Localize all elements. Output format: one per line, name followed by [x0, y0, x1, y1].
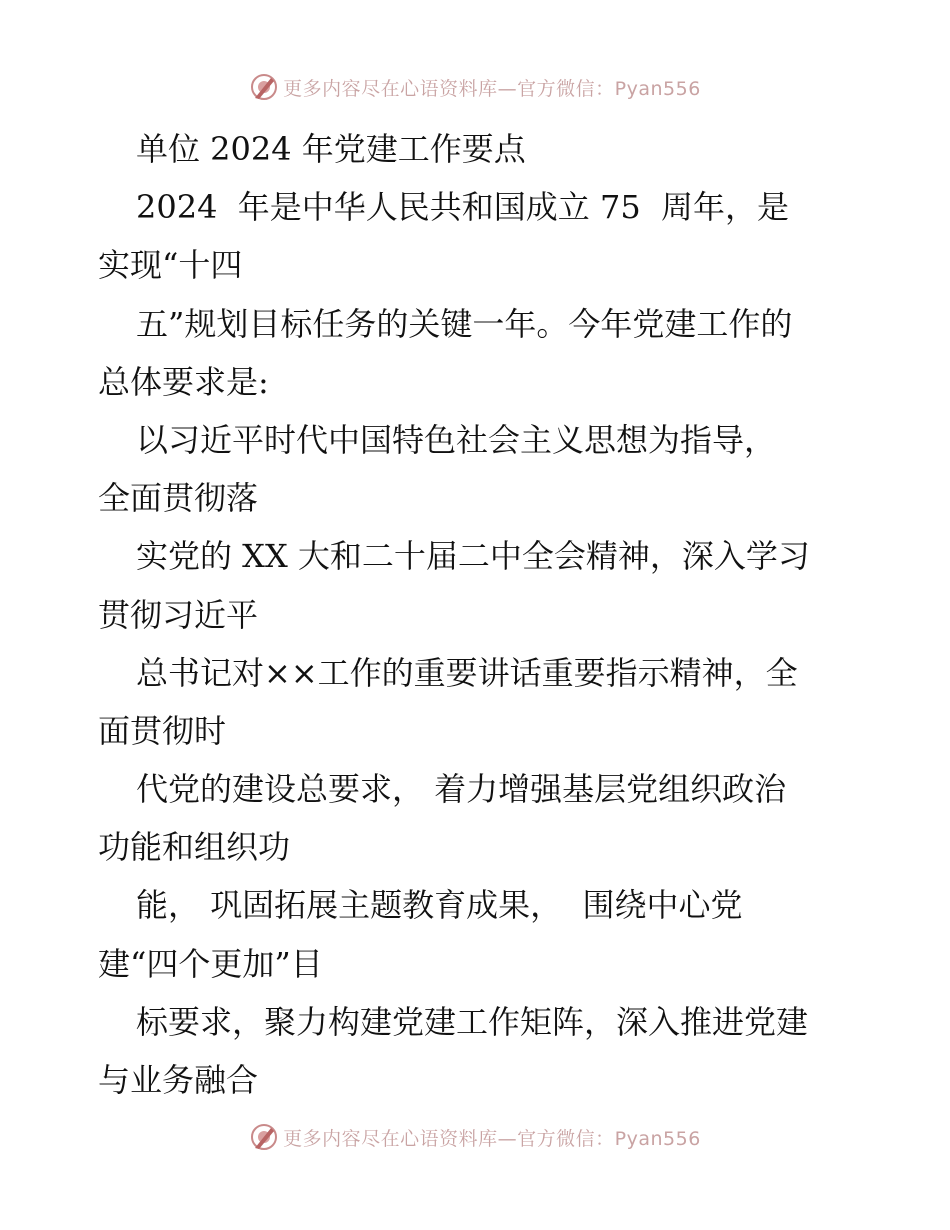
text-line: 标要求，聚力构建党建工作矩阵，深入推进党建	[136, 1002, 809, 1041]
text-line: 单位 2024 年党建工作要点	[136, 130, 526, 168]
text-line: 建“四个更加”目	[98, 944, 323, 983]
text-line: 以习近平时代中国特色社会主义思想为指导，	[136, 420, 777, 459]
header-watermark	[0, 72, 950, 102]
text-line: 贯彻习近平	[98, 595, 259, 634]
text-line: 总体要求是:	[98, 362, 269, 401]
watermark-text: 更多内容尽在心语资料库—官方微信：Pyan556	[283, 1127, 701, 1150]
footer-watermark	[0, 1122, 950, 1152]
text-line: 全面贯彻落	[98, 479, 259, 518]
text-line: 功能和组织功	[98, 828, 291, 867]
text-line: 实党的 XX 大和二十届二中全会精神，深入学习	[136, 537, 810, 576]
text-line: 能， 巩固拓展主题教育成果， 围绕中心党	[136, 886, 743, 925]
text-line: 与业务融合	[98, 1061, 259, 1099]
quill-seal-icon	[249, 1122, 279, 1152]
text-line: 面贯彻时	[98, 711, 227, 750]
text-line: 五”规划目标任务的关键一年。今年党建工作的	[136, 304, 793, 343]
document-body	[98, 120, 878, 1109]
text-line: 代党的建设总要求， 着力增强基层党组织政治	[136, 770, 787, 809]
watermark-text: 更多内容尽在心语资料库—官方微信：Pyan556	[283, 77, 701, 100]
quill-seal-icon	[249, 72, 279, 102]
text-line: 总书记对××工作的重要讲话重要指示精神，全	[136, 653, 798, 692]
text-line: 实现“十四	[98, 246, 243, 285]
text-line: 2024 年是中华人民共和国成立 75 周年，是	[136, 188, 790, 227]
